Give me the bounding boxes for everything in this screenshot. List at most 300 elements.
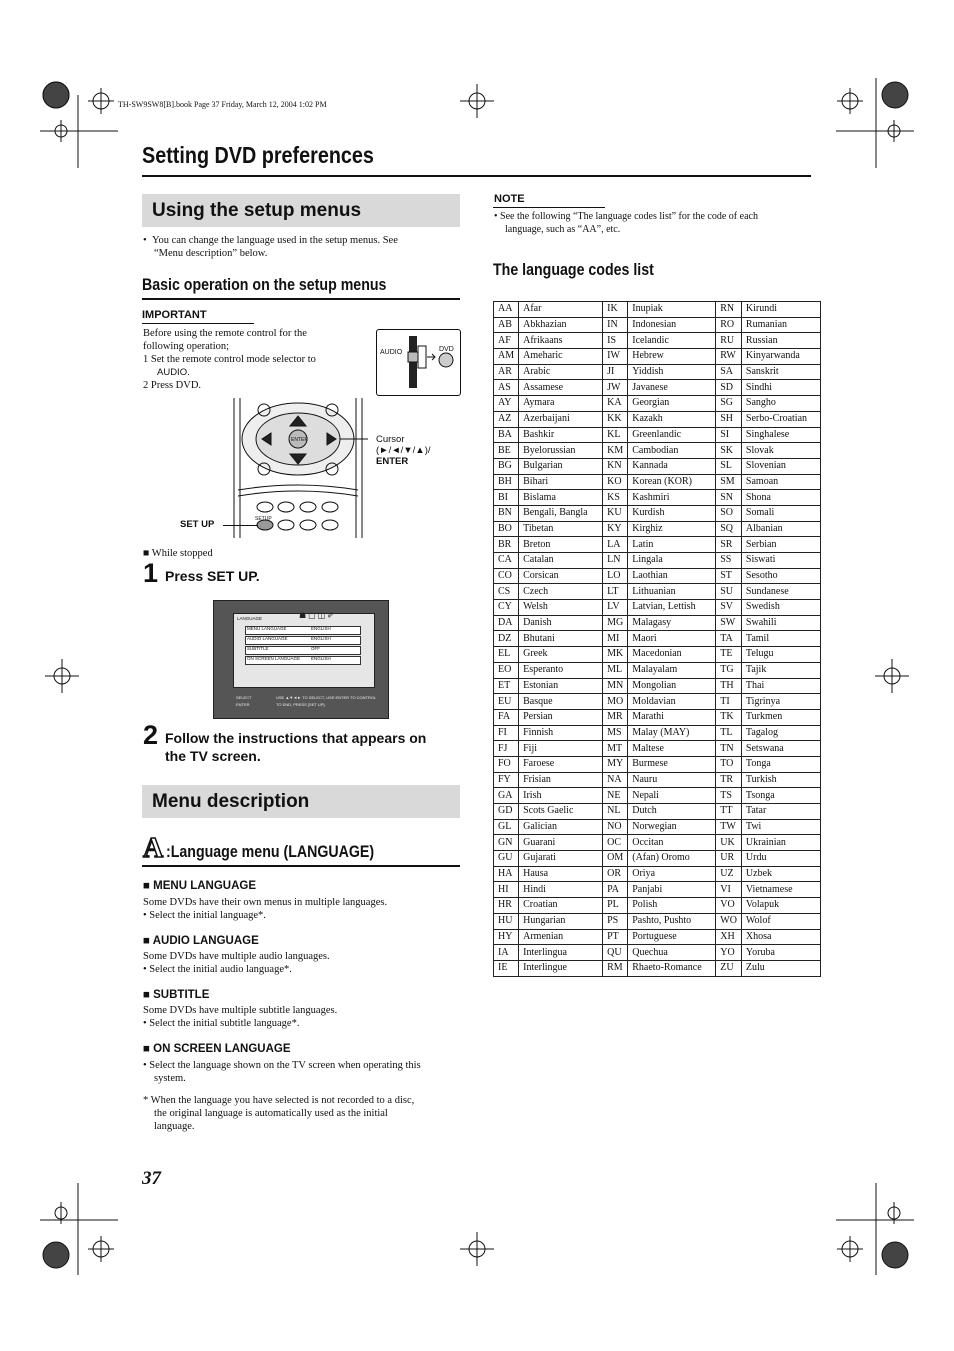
language-name-cell: Estonian [519,678,603,694]
important-label: IMPORTANT [142,309,207,321]
language-code-cell: SN [716,490,742,506]
language-name-cell: Yoruba [741,945,820,961]
language-name-cell: Nepali [628,788,716,804]
table-row [494,866,821,882]
language-code-cell: GL [494,819,519,835]
language-codes-heading: The language codes list [493,261,654,279]
language-name-cell: Interlingua [519,945,603,961]
language-name-cell: Yiddish [628,364,716,380]
table-row [494,411,821,427]
language-code-cell: TO [716,756,742,772]
language-code-cell: GD [494,804,519,820]
table-row [494,960,821,976]
language-code-cell: TN [716,741,742,757]
language-code-cell: FY [494,772,519,788]
remote-control-illustration [228,398,368,540]
table-row [494,396,821,412]
language-name-cell: Rumanian [741,317,820,333]
language-code-cell: ET [494,678,519,694]
language-name-cell: Arabic [519,364,603,380]
language-code-cell: MI [603,631,628,647]
language-code-cell: RU [716,333,742,349]
language-code-cell: HR [494,898,519,914]
important-rule [142,323,254,324]
language-name-cell: Galician [519,819,603,835]
language-name-cell: Frisian [519,772,603,788]
language-code-cell: SG [716,396,742,412]
language-code-cell: TR [716,772,742,788]
language-code-cell: AS [494,380,519,396]
table-row [494,945,821,961]
language-name-cell: Azerbaijani [519,411,603,427]
language-name-cell: Sanskrit [741,364,820,380]
table-row [494,788,821,804]
language-code-cell: IS [603,333,628,349]
language-name-cell: Slovak [741,443,820,459]
tv-footer-left: SELECT ENTER [236,695,252,707]
language-name-cell: Turkmen [741,709,820,725]
language-name-cell: Nauru [628,772,716,788]
language-name-cell: Thai [741,678,820,694]
language-code-cell: KL [603,427,628,443]
language-code-cell: CS [494,584,519,600]
table-row [494,333,821,349]
language-code-cell: AM [494,349,519,365]
language-name-cell: Croatian [519,898,603,914]
page-number: 37 [142,1168,161,1189]
language-name-cell: Portuguese [628,929,716,945]
language-name-cell: Lithuanian [628,584,716,600]
language-code-cell: IE [494,960,519,976]
language-name-cell: Rhaeto-Romance [628,960,716,976]
language-name-cell: Kurdish [628,505,716,521]
language-code-cell: PS [603,913,628,929]
language-code-cell: SD [716,380,742,396]
language-code-cell: GA [494,788,519,804]
basic-operation-rule [142,298,460,300]
language-code-cell: YO [716,945,742,961]
language-name-cell: Tigrinya [741,694,820,710]
language-code-cell: IW [603,349,628,365]
table-row [494,317,821,333]
language-code-cell: TH [716,678,742,694]
table-row [494,835,821,851]
language-name-cell: Singhalese [741,427,820,443]
language-name-cell: (Afan) Oromo [628,851,716,867]
language-code-cell: CY [494,600,519,616]
language-code-cell: RM [603,960,628,976]
table-row [494,772,821,788]
language-code-cell: TG [716,662,742,678]
language-name-cell: Kirundi [741,302,820,318]
language-name-cell: Bhutani [519,631,603,647]
language-code-cell: EU [494,694,519,710]
table-row [494,600,821,616]
table-row [494,898,821,914]
setup-small-label: SETUP [255,516,272,522]
step2-text: Follow the instructions that appears on the TV screen. [165,730,427,764]
language-code-cell: KU [603,505,628,521]
language-code-cell: OM [603,851,628,867]
language-code-cell: JI [603,364,628,380]
language-name-cell: Bengali, Bangla [519,505,603,521]
language-code-cell: KS [603,490,628,506]
language-name-cell: Finnish [519,725,603,741]
language-name-cell: Marathi [628,709,716,725]
language-code-cell: TA [716,631,742,647]
table-row [494,505,821,521]
language-code-cell: RN [716,302,742,318]
mode-selector-icon [377,330,460,395]
language-name-cell: Wolof [741,913,820,929]
language-name-cell: Xhosa [741,929,820,945]
table-row [494,364,821,380]
language-code-cell: IK [603,302,628,318]
language-code-cell: SR [716,537,742,553]
language-name-cell: Volapuk [741,898,820,914]
language-name-cell: Latin [628,537,716,553]
table-row [494,521,821,537]
language-codes-table [493,301,821,977]
subtitle-text: Some DVDs have multiple subtitle languages. • Select the initial subtitle language*. [143,1005,338,1029]
important-text: Before using the remote control for the following operation; 1 Set the remote control mode selector to AUDIO. 2 Press DVD. [143,328,316,391]
step1-text: Press SET UP. [165,568,260,584]
language-code-cell: BN [494,505,519,521]
table-row [494,490,821,506]
table-row [494,882,821,898]
language-name-cell: Mongolian [628,678,716,694]
language-name-cell: Indonesian [628,317,716,333]
language-code-cell: NO [603,819,628,835]
language-name-cell: Guarani [519,835,603,851]
language-name-cell: Tagalog [741,725,820,741]
language-code-cell: TK [716,709,742,725]
language-name-cell: Tsonga [741,788,820,804]
language-code-cell: TL [716,725,742,741]
language-code-cell: KA [603,396,628,412]
language-name-cell: Abkhazian [519,317,603,333]
language-name-cell: Zulu [741,960,820,976]
language-name-cell: Sindhi [741,380,820,396]
language-code-cell: VI [716,882,742,898]
language-code-cell: KM [603,443,628,459]
language-code-cell: OR [603,866,628,882]
language-name-cell: Bashkir [519,427,603,443]
language-name-cell: Pashto, Pushto [628,913,716,929]
tv-row-value-1: ENGLISH [311,636,331,641]
table-row [494,678,821,694]
language-code-cell: LV [603,600,628,616]
language-code-cell: ZU [716,960,742,976]
language-name-cell: Cambodian [628,443,716,459]
table-row [494,913,821,929]
note-label: NOTE [494,193,525,205]
language-code-cell: GN [494,835,519,851]
table-row [494,443,821,459]
language-name-cell: Tatar [741,804,820,820]
language-code-cell: BA [494,427,519,443]
language-name-cell: Serbo-Croatian [741,411,820,427]
audio-label: AUDIO [380,349,403,356]
language-name-cell: Maltese [628,741,716,757]
table-row [494,568,821,584]
menu-language-title: ■ MENU LANGUAGE [143,880,257,892]
note-rule [493,207,605,208]
language-name-cell: Ameharic [519,349,603,365]
table-row [494,631,821,647]
set-up-leader [223,525,258,526]
language-code-cell: KN [603,458,628,474]
language-code-cell: MY [603,756,628,772]
language-name-cell: Kashmiri [628,490,716,506]
language-name-cell: Bihari [519,474,603,490]
language-name-cell: Irish [519,788,603,804]
language-code-cell: PT [603,929,628,945]
language-name-cell: Macedonian [628,647,716,663]
language-name-cell: Telugu [741,647,820,663]
table-row [494,427,821,443]
language-name-cell: Setswana [741,741,820,757]
language-code-cell: MG [603,615,628,631]
language-code-cell: BG [494,458,519,474]
language-name-cell: Tonga [741,756,820,772]
language-code-cell: BO [494,521,519,537]
language-code-cell: ST [716,568,742,584]
while-stopped: ■ While stopped [143,548,213,559]
language-code-cell: AR [494,364,519,380]
language-name-cell: Laothian [628,568,716,584]
language-code-cell: MS [603,725,628,741]
note-text: • See the following “The language codes list” for the code of each language, such as “AA”, etc. [494,211,758,235]
language-code-cell: TE [716,647,742,663]
mode-selector-illustration [376,329,461,396]
language-name-cell: Sangho [741,396,820,412]
subtitle-title: ■ SUBTITLE [143,989,210,1001]
table-row [494,804,821,820]
language-code-cell: SK [716,443,742,459]
language-code-cell: SI [716,427,742,443]
language-code-cell: HY [494,929,519,945]
language-name-cell: Gujarati [519,851,603,867]
language-name-cell: Kinyarwanda [741,349,820,365]
setup-intro: • You can change the language used in the setup menus. See “Menu description” below. [143,235,398,259]
language-name-cell: Armenian [519,929,603,945]
language-code-cell: FO [494,756,519,772]
language-name-cell: Corsican [519,568,603,584]
tv-row-label-0: MENU LANGUAGE [247,626,287,631]
on-screen-language-title: ■ ON SCREEN LANGUAGE [143,1043,291,1055]
language-code-cell: MT [603,741,628,757]
cursor-label: Cursor (►/◄/▼/▲)/ ENTER [376,434,431,467]
language-code-cell: KK [603,411,628,427]
table-row [494,741,821,757]
language-name-cell: Tamil [741,631,820,647]
language-code-cell: DZ [494,631,519,647]
language-code-cell: SW [716,615,742,631]
language-code-cell: BR [494,537,519,553]
language-name-cell: Greenlandic [628,427,716,443]
language-code-cell: AZ [494,411,519,427]
language-code-cell: LA [603,537,628,553]
language-code-cell: OC [603,835,628,851]
table-row [494,302,821,318]
language-code-cell: IA [494,945,519,961]
dvd-label: DVD [439,346,454,353]
language-code-cell: KY [603,521,628,537]
language-code-cell: ML [603,662,628,678]
language-code-cell: CA [494,553,519,569]
language-codes-body [494,302,821,977]
language-code-cell: TT [716,804,742,820]
table-row [494,709,821,725]
language-name-cell: Aymara [519,396,603,412]
step1-number: 1 [143,558,159,588]
language-name-cell: Afar [519,302,603,318]
language-name-cell: Breton [519,537,603,553]
basic-operation-heading: Basic operation on the setup menus [142,276,387,294]
language-code-cell: PL [603,898,628,914]
language-name-cell: Shona [741,490,820,506]
language-name-cell: Swedish [741,600,820,616]
language-code-cell: SO [716,505,742,521]
language-code-cell: LN [603,553,628,569]
tv-row-value-2: OFF [311,646,320,651]
language-code-cell: DA [494,615,519,631]
language-name-cell: Burmese [628,756,716,772]
tv-row-label-1: AUDIO LANGUAGE [247,636,288,641]
language-name-cell: Dutch [628,804,716,820]
language-name-cell: Samoan [741,474,820,490]
language-code-cell: EL [494,647,519,663]
language-code-cell: TS [716,788,742,804]
language-name-cell: Siswati [741,553,820,569]
table-row [494,349,821,365]
language-name-cell: Vietnamese [741,882,820,898]
language-name-cell: Greek [519,647,603,663]
language-name-cell: Maori [628,631,716,647]
language-name-cell: Swahili [741,615,820,631]
language-name-cell: Somali [741,505,820,521]
language-name-cell: Ukrainian [741,835,820,851]
language-menu-rule [142,865,460,867]
audio-language-text: Some DVDs have multiple audio languages. • Select the initial audio language*. [143,951,330,975]
setup-menus-heading: Using the setup menus [152,200,362,221]
language-name-cell: Assamese [519,380,603,396]
language-name-cell: Welsh [519,600,603,616]
language-name-cell: Czech [519,584,603,600]
language-name-cell: Javanese [628,380,716,396]
language-name-cell: Latvian, Lettish [628,600,716,616]
language-code-cell: BE [494,443,519,459]
language-code-cell: MR [603,709,628,725]
language-code-cell: MK [603,647,628,663]
language-name-cell: Interlingue [519,960,603,976]
table-row [494,662,821,678]
language-name-cell: Hindi [519,882,603,898]
language-name-cell: Slovenian [741,458,820,474]
table-row [494,537,821,553]
menu-language-text: Some DVDs have their own menus in multiple languages. • Select the initial language*. [143,897,388,921]
table-row [494,851,821,867]
step2-number: 2 [143,720,159,750]
language-name-cell: Persian [519,709,603,725]
language-menu-icon: A [143,833,164,864]
menu-description-heading: Menu description [152,791,310,812]
language-code-cell: WO [716,913,742,929]
language-name-cell: Basque [519,694,603,710]
language-code-cell: JW [603,380,628,396]
language-name-cell: Urdu [741,851,820,867]
table-row [494,929,821,945]
language-name-cell: Afrikaans [519,333,603,349]
language-name-cell: Moldavian [628,694,716,710]
language-name-cell: Oriya [628,866,716,882]
language-code-cell: BH [494,474,519,490]
language-code-cell: VO [716,898,742,914]
table-row [494,553,821,569]
language-code-cell: SU [716,584,742,600]
language-name-cell: Danish [519,615,603,631]
tv-screen [213,600,389,719]
language-code-cell: UZ [716,866,742,882]
language-name-cell: Albanian [741,521,820,537]
table-row [494,819,821,835]
language-name-cell: Occitan [628,835,716,851]
language-name-cell: Faroese [519,756,603,772]
language-name-cell: Esperanto [519,662,603,678]
language-name-cell: Malay (MAY) [628,725,716,741]
table-row [494,474,821,490]
language-code-cell: SV [716,600,742,616]
language-name-cell: Serbian [741,537,820,553]
language-name-cell: Inupiak [628,302,716,318]
language-name-cell: Fiji [519,741,603,757]
language-code-cell: LT [603,584,628,600]
language-code-cell: NE [603,788,628,804]
language-name-cell: Georgian [628,396,716,412]
language-code-cell: NL [603,804,628,820]
language-name-cell: Twi [741,819,820,835]
language-code-cell: RW [716,349,742,365]
language-code-cell: EO [494,662,519,678]
table-row [494,647,821,663]
language-name-cell: Kannada [628,458,716,474]
tv-row-label-3: ON SCREEN LANGUAGE [247,656,301,661]
language-menu-heading: :Language menu (LANGUAGE) [166,843,375,861]
language-code-cell: TW [716,819,742,835]
language-code-cell: BI [494,490,519,506]
language-code-cell: MN [603,678,628,694]
table-row [494,380,821,396]
tv-screen-icons: ☗ ▢ ◫ ✐ [299,611,334,620]
language-code-cell: FI [494,725,519,741]
language-code-cell: SM [716,474,742,490]
language-code-cell: SH [716,411,742,427]
title-rule [142,175,811,177]
language-name-cell: Malagasy [628,615,716,631]
language-name-cell: Byelorussian [519,443,603,459]
language-name-cell: Icelandic [628,333,716,349]
set-up-label: SET UP [180,519,215,530]
language-name-cell: Kazakh [628,411,716,427]
language-code-cell: MO [603,694,628,710]
language-code-cell: SL [716,458,742,474]
language-code-cell: PA [603,882,628,898]
on-screen-language-text: • Select the language shown on the TV screen when operating this system. [143,1060,421,1084]
table-row [494,584,821,600]
page-title: Setting DVD preferences [142,142,374,168]
language-code-cell: FJ [494,741,519,757]
